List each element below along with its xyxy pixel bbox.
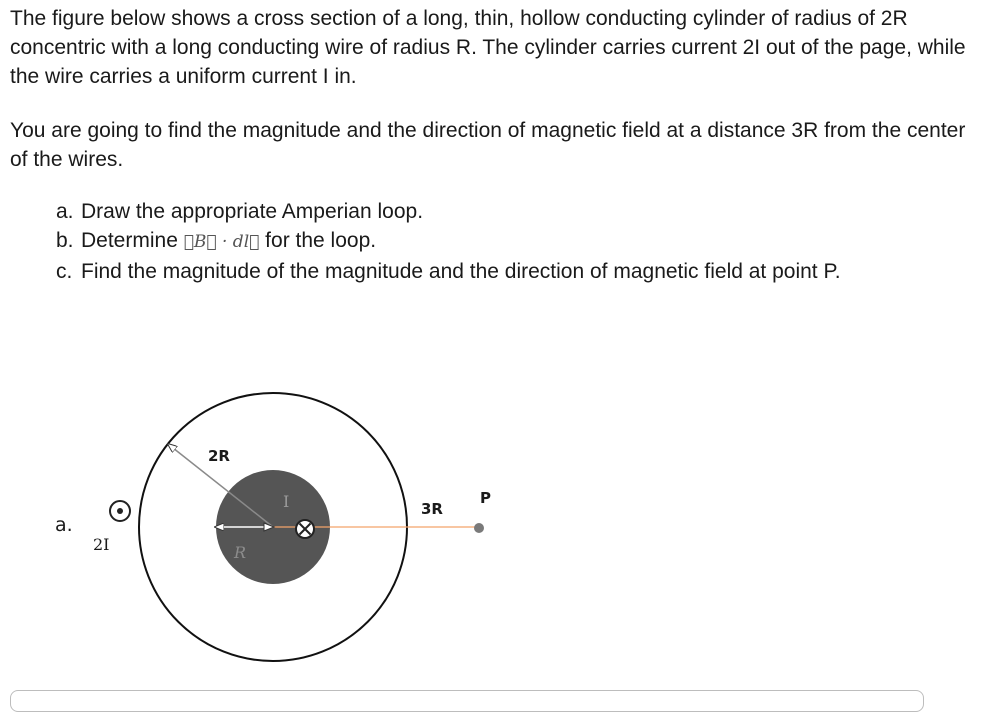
problem-task: You are going to find the magnitude and the direction of magnetic field at a distance 3R from the center of the wires. bbox=[10, 119, 966, 171]
line-integral-expression: ∮B⃗ · dl⃗ bbox=[183, 232, 260, 252]
question-label: b. bbox=[56, 229, 74, 252]
outer-radius-label: 2R bbox=[208, 447, 230, 465]
wire-current-label: I bbox=[283, 492, 290, 511]
question-text-after: for the loop. bbox=[259, 229, 377, 252]
point-label: P bbox=[480, 489, 491, 507]
figure-part-label: a. bbox=[55, 514, 73, 536]
distance-label: 3R bbox=[421, 500, 443, 518]
question-item-a bbox=[56, 197, 936, 226]
question-list bbox=[56, 197, 936, 286]
question-item-c bbox=[56, 257, 936, 286]
question-text: Draw the appropriate Amperian loop. bbox=[81, 200, 424, 223]
inner-radius-label: R bbox=[234, 543, 247, 562]
question-text: Find the magnitude of the magnitude and the direction of magnetic field at point P. bbox=[81, 260, 841, 283]
cross-section-figure bbox=[0, 380, 986, 670]
point-p bbox=[474, 523, 484, 533]
question-label: c. bbox=[56, 260, 73, 283]
answer-box-edge[interactable] bbox=[10, 690, 924, 712]
question-item-b bbox=[56, 226, 936, 257]
problem-intro: The figure below shows a cross section of a long, thin, hollow conducting cylinder of radius of 2R concentric with a long conducting wire of radius R. The cylinder carries current 2I out of the page, while the wire carries a uniform current I in. bbox=[10, 7, 966, 88]
question-label: a. bbox=[56, 200, 74, 223]
cylinder-current-label: 2I bbox=[93, 535, 110, 554]
question-text-before: Determine bbox=[81, 229, 184, 252]
question-text bbox=[81, 226, 936, 257]
current-into-page-icon bbox=[296, 520, 314, 538]
current-out-of-page-icon bbox=[110, 501, 130, 521]
